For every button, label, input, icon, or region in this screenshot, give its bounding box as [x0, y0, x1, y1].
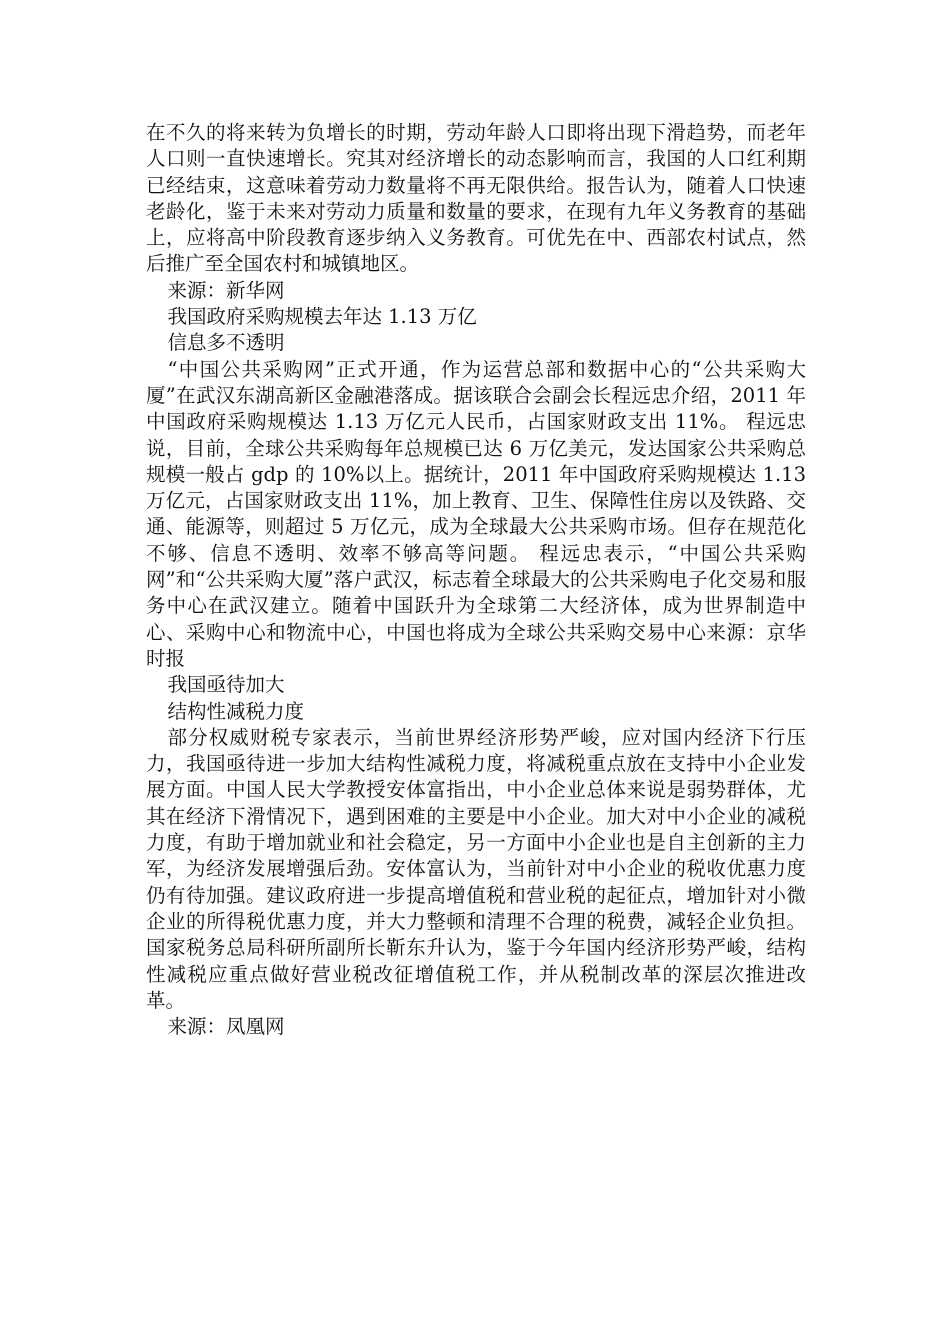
paragraph-procurement: “中国公共采购网”正式开通，作为运营总部和数据中心的“公共采购大厦”在武汉东湖高新区金融港落成。据该联合会副会长程远忠介绍，2011 年中国政府采购规模达 1.13 万亿元人民币，占国家财政支出 11%。 程远忠说，目前，全球公共采购每年总规模已达 6 万亿美元，发达国家公共采购总规模一般占 gdp 的 10%以上。据统计，2011 年中国政府采购规模达 1.13 万亿元，占国家财政支出 11%，加上教育、卫生、保障性住房以及铁路、交通、能源等，则超过 5 万亿元，成为全球最大公共采购市场。但存在规范化不够、信息不透明、效率不够高等问题。 程远忠表示，“中国公共采购网”和“公共采购大厦”落户武汉，标志着全球最大的公共采购电子化交易和服务中心在武汉建立。随着中国跃升为全球第二大经济体，成为世界制造中心、采购中心和物流中心，中国也将成为全球公共采购交易中心来源：京华时报 — [146, 357, 806, 670]
paragraph-population: 在不久的将来转为负增长的时期，劳动年龄人口即将出现下滑趋势，而老年人口则一直快速增长。究其对经济增长的动态影响而言，我国的人口红利期已经结束，这意味着劳动力数量将不再无限供给。报告认为，随着人口快速老龄化，鉴于未来对劳动力质量和数量的要求，在现有九年义务教育的基础上，应将高中阶段教育逐步纳入义务教育。可优先在中、西部农村试点，然后推广至全国农村和城镇地区。 — [146, 121, 806, 276]
article-subtitle-procurement: 信息多不透明 — [167, 331, 285, 355]
paragraph-tax: 部分权威财税专家表示，当前世界经济形势严峻，应对国内经济下行压力，我国亟待进一步加大结构性减税力度，将减税重点放在支持中小企业发展方面。中国人民大学教授安体富指出，中小企业总体来说是弱势群体，尤其在经济下滑情况下，遇到困难的主要是中小企业。加大对中小企业的减税力度，有助于增加就业和社会稳定，另一方面中小企业也是自主创新的主力军，为经济发展增强后劲。安体富认为，当前针对中小企业的税收优惠力度仍有待加强。建议政府进一步提高增值税和营业税的起征点，增加针对小微企业的所得税优惠力度，并大力整顿和清理不合理的税费，减轻企业负担。国家税务总局科研所副所长靳东升认为，鉴于今年国内经济形势严峻，结构性减税应重点做好营业税改征增值税工作，并从税制改革的深层次推进改革。 — [146, 725, 806, 1012]
source-line-ifeng: 来源：凤凰网 — [167, 1015, 285, 1039]
article-title-procurement: 我国政府采购规模去年达 1.13 万亿 — [167, 305, 477, 329]
article-title-tax: 我国亟待加大 — [167, 673, 285, 697]
source-line-xinhua: 来源：新华网 — [167, 278, 285, 302]
article-subtitle-tax: 结构性减税力度 — [167, 699, 304, 723]
document-page — [146, 120, 806, 1040]
